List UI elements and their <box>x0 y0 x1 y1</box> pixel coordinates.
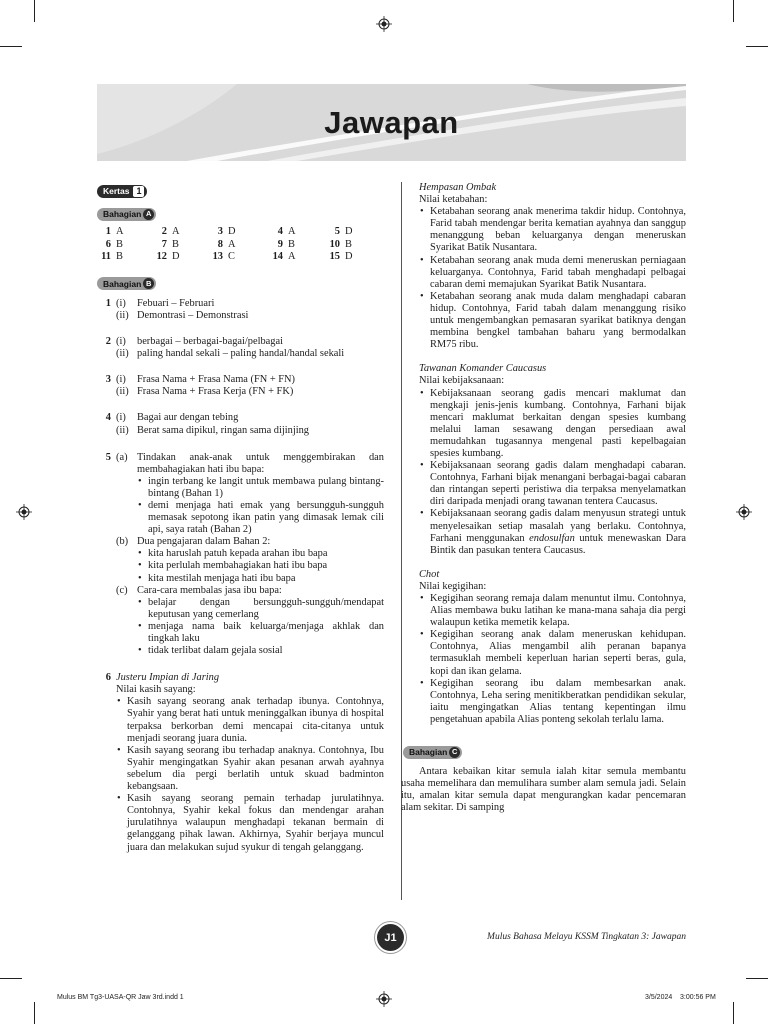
list-item: • ingin terbang ke langit untuk membawa pulang bintang-bintang (Bahan 1) <box>137 476 384 500</box>
sub-label: (a) <box>116 451 128 463</box>
mcq-question-number: 10 <box>329 238 340 250</box>
question-number: 2 <box>105 336 111 348</box>
answer-text: Frasa Nama + Frasa Nama (FN + FN) <box>137 374 296 386</box>
list-item: • tidak terlibat dalam gejala sosial <box>137 645 384 657</box>
mcq-answer <box>97 239 153 251</box>
list-item: • Ketabahan seorang anak muda dalam menghadapi cabaran hidup. Contohnya, Farid tabah dalam menanggung risiko untuk mengembangkan pemasaran syarikat batiknya dengan membina bengkel tambahan baharu yang bermodalkan RM75 ribu. <box>419 291 686 351</box>
mcq-answer <box>326 251 376 263</box>
sub-label: (ii) <box>116 424 129 436</box>
mcq-answer-letter: A <box>116 226 124 238</box>
list-item: • Kasih sayang seorang pemain terhadap jurulatihnya. Contohnya, Syahir kekal fokus dan mendengar arahan jurulatihnya walaupun menghadapi tekanan bermain di gelanggang pihak lawan. Akhirnya, Syahir berjaya muncul juara dan melakukan sujud syukur di tengah gelanggang. <box>116 793 384 853</box>
crop-mark <box>733 0 734 22</box>
list-item: • Ketabahan seorang anak menerima takdir hidup. Contohnya, Farid tabah mendengar berita kematian ayahnya dan sanggup menanggung beban keluarganya dengan meneruskan Syarikat Batik Nusantara. <box>419 206 686 254</box>
question-2 <box>97 336 384 360</box>
mcq-answer <box>326 239 376 251</box>
mcq-answer <box>269 251 326 263</box>
mcq-answer-letter: B <box>116 250 123 262</box>
question-3 <box>97 374 384 398</box>
mcq-answer-letter: B <box>172 238 179 250</box>
answer-text: Berat sama dipikul, ringan sama dijinjing <box>137 424 309 436</box>
sub-label: (i) <box>116 374 126 386</box>
mcq-question-number: 7 <box>161 238 167 250</box>
kertas-tag <box>97 185 384 199</box>
crop-mark <box>34 1002 35 1024</box>
section-title: Tawanan Komander Caucasus <box>419 363 547 375</box>
mcq-answer-letter: C <box>228 250 235 262</box>
mcq-answer-letter: D <box>345 250 353 262</box>
registration-mark-icon <box>376 991 392 1007</box>
mcq-answer <box>269 239 326 251</box>
kertas-number: 1 <box>133 186 144 197</box>
mcq-answer-letter: B <box>288 238 295 250</box>
question-number: 5 <box>105 451 111 463</box>
sub-label: (ii) <box>116 348 129 360</box>
page-number-badge: J1 <box>377 924 404 951</box>
mcq-answer <box>97 251 153 263</box>
mcq-answer-letter: D <box>345 226 353 238</box>
title-banner <box>97 84 686 161</box>
registration-mark-icon <box>376 16 392 32</box>
answer-text: Frasa Nama + Frasa Kerja (FN + FK) <box>137 386 294 398</box>
list-item: • demi menjaga hati emak yang bersungguh-sungguh memasak sepotong ikan patin yang dimasak lemak cili api, saya ratah (Bahan 2) <box>137 500 384 536</box>
crop-mark <box>746 46 768 47</box>
sub-label: (i) <box>116 336 126 348</box>
bahagian-c-label: Bahagian <box>409 747 448 758</box>
section-chot <box>419 569 686 726</box>
crop-mark <box>34 0 35 22</box>
list-item: • Kebijaksanaan seorang gadis dalam menghadapi cabaran. Contohnya, Farhani bijak menangani berbagai-bagai cabaran dan rintangan seperti peristiwa dia terpaksa menyelamatkan diri daripada menjadi orang tawanan tentera Caucasus. <box>419 460 686 508</box>
question-number: 6 <box>105 672 111 684</box>
mcq-question-number: 9 <box>277 238 283 250</box>
crop-mark <box>0 978 22 979</box>
mcq-answer <box>269 226 326 238</box>
answer-text: Nilai kebijaksanaan: <box>419 375 505 387</box>
section-title: Justeru Impian di Jaring <box>116 672 220 684</box>
bahagian-a-label: Bahagian <box>103 209 142 219</box>
question-6 <box>97 672 384 853</box>
mcq-answer <box>209 226 269 238</box>
mcq-answer <box>97 226 153 238</box>
answer-text: Demontrasi – Demonstrasi <box>137 309 249 321</box>
answer-text: Febuari – Februari <box>137 297 215 309</box>
mcq-answer <box>326 226 376 238</box>
list-item-text: Kebijaksanaan seorang gadis dalam menyusun strategi untuk menyelesaikan setiap masalah yang berlaku. Contohnya, Farhani menggunakan <box>430 508 686 544</box>
crop-mark <box>733 1002 734 1024</box>
answer-text: paling handal sekali – paling handal/handal sekali <box>137 348 345 360</box>
bahagian-b-answers <box>97 298 384 854</box>
bahagian-b-tag <box>97 277 384 291</box>
section-title: Hempasan Ombak <box>419 182 497 193</box>
registration-mark-icon <box>16 504 32 520</box>
sub-label: (b) <box>116 536 129 548</box>
question-4 <box>97 412 384 436</box>
section-tawanan-komander-caucasus <box>419 363 686 557</box>
bahagian-a-tag <box>97 208 384 222</box>
bahagian-c-tag <box>403 746 686 760</box>
list-item: • Kasih sayang seorang ibu terhadap anaknya. Contohnya, Ibu Syahir mengingatkan Syahir akan pesanan arwah ayahnya sebelum dia pergi berlatih untuk skuad badminton kebangsaan. <box>116 745 384 793</box>
mcq-answer-letter: A <box>288 226 296 238</box>
page-title: Jawapan <box>324 104 459 140</box>
mcq-answer-letter: A <box>228 238 236 250</box>
slug-filename: Mulus BM Tg3-UASA-QR Jaw 3rd.indd 1 <box>57 994 184 1001</box>
list-item <box>419 508 686 556</box>
mcq-question-number: 6 <box>105 238 111 250</box>
mcq-answer <box>153 239 209 251</box>
slug-time: 3:00:56 PM <box>680 994 716 1001</box>
list-item: • Kasih sayang seorang anak terhadap ibunya. Contohnya, Syahir yang berat hati untuk meninggalkan ibunya di hospital terpaksa berkorban demi mencapai cita-citanya untuk menjadi seorang juara dunia. <box>116 696 384 744</box>
answer-text: Bagai aur dengan tebing <box>137 412 239 424</box>
mcq-question-number: 11 <box>101 250 111 262</box>
mcq-answer-letter: B <box>116 238 123 250</box>
sub-label: (i) <box>116 412 126 424</box>
bahagian-a-letter: A <box>143 209 154 220</box>
list-item: • kita mestilah menjaga hati ibu bapa <box>137 573 384 585</box>
list-item: • menjaga nama baik keluarga/menjaga akhlak dan tingkah laku <box>137 621 384 645</box>
mcq-question-number: 8 <box>217 238 223 250</box>
registration-mark-icon <box>736 504 752 520</box>
mcq-answer-grid <box>97 226 384 263</box>
bahagian-b-letter: B <box>143 278 154 289</box>
essay-paragraph: Antara kebaikan kitar semula ialah kitar semula membantu usaha memelihara dan memulihara sumber alam semula jadi. Selain itu, amalan kitar semula dapat mengurangkan kadar pencemaran alam sekitar. Di samping <box>401 765 686 813</box>
crop-mark <box>746 978 768 979</box>
crop-mark <box>0 46 22 47</box>
answer-text: Cara-cara membalas jasa ibu bapa: <box>137 584 282 596</box>
mcq-answer-letter: B <box>345 238 352 250</box>
list-item: • belajar dengan bersungguh-sungguh/mendapat keputusan yang cemerlang <box>137 597 384 621</box>
bahagian-b-label: Bahagian <box>103 278 142 289</box>
list-item: • Kegigihan seorang anak dalam meneruskan kehidupan. Contohnya, Alias mengambil alih peranan bapanya termasuklah membeli keperluan harian seperti beras, gula, kopi dan ikan gelama. <box>419 629 686 677</box>
sub-label: (ii) <box>116 309 129 321</box>
question-number: 3 <box>105 374 111 386</box>
list-item: • Ketabahan seorang anak muda demi meneruskan perniagaan keluarganya. Contohnya, Farid tabah menghadapi pelbagai cabaran demi memajukan Syarikat Batik Nusantara. <box>419 255 686 291</box>
list-item-text: untuk menewaskan Dara Bintik dan pasukan tentera Caucasus. <box>430 532 686 556</box>
answer-text: Nilai kegigihan: <box>419 580 487 592</box>
mcq-question-number: 5 <box>334 226 340 238</box>
answer-text: Nilai ketabahan: <box>419 194 488 206</box>
question-number: 1 <box>105 297 111 309</box>
section-hempasan-ombak <box>419 182 686 351</box>
bahagian-c-letter: C <box>449 747 460 758</box>
mcq-answer <box>209 251 269 263</box>
sub-label: (c) <box>116 584 128 596</box>
question-number: 4 <box>105 412 111 424</box>
mcq-question-number: 1 <box>105 226 111 238</box>
slug-date: 3/5/2024 <box>645 994 673 1001</box>
mcq-answer-letter: A <box>288 250 296 262</box>
list-item: • Kegigihan seorang remaja dalam menuntut ilmu. Contohnya, Alias membawa buku latihan ke mana-mana sahaja dia pergi walaupun ketika memetik kelapa. <box>419 593 686 629</box>
mcq-question-number: 15 <box>329 250 340 262</box>
mcq-answer-letter: D <box>172 250 180 262</box>
list-item: • Kegigihan seorang ibu dalam membesarkan anak. Contohnya, Leha sering menitikberatkan pendidikan sekular, iaitu mengingatkan Alias tentang kepentingan ilmu pengetahuan apabila Alias ponteng sekolah terlalu lama. <box>419 678 686 726</box>
mcq-question-number: 4 <box>277 226 283 238</box>
list-item: • kita perlulah membahagiakan hati ibu bapa <box>137 560 384 572</box>
mcq-question-number: 13 <box>212 250 223 262</box>
answer-text: berbagai – berbagai-bagai/pelbagai <box>137 336 283 348</box>
list-item: • Kebijaksanaan seorang gadis mencari maklumat dan mengkaji jenis-jenis kumbang. Contohnya, Farhani bijak mencari maklumat berkaitan dengan spesies kumbang melalui laman sesawang dengan persediaan awal memudahkan tugasannya mengenal pasti kepelbagaian spesies kumbang. <box>419 388 686 461</box>
question-5 <box>97 452 384 658</box>
mcq-answer <box>153 251 209 263</box>
sub-label: (i) <box>116 297 126 309</box>
sub-label: (ii) <box>116 386 129 398</box>
mcq-question-number: 12 <box>156 250 167 262</box>
list-item: • kita haruslah patuh kepada arahan ibu bapa <box>137 548 384 560</box>
question-1 <box>97 298 384 322</box>
section-title: Chot <box>419 568 440 580</box>
mcq-answer-letter: D <box>228 226 236 238</box>
answer-text: Nilai kasih sayang: <box>116 684 196 696</box>
mcq-question-number: 3 <box>217 226 223 238</box>
right-column <box>401 182 686 814</box>
running-footer: Mulus Bahasa Melayu KSSM Tingkatan 3: Jawapan <box>487 932 686 942</box>
mcq-answer <box>209 239 269 251</box>
kertas-label: Kertas <box>103 186 130 197</box>
left-column <box>97 182 384 854</box>
mcq-answer-letter: A <box>172 226 180 238</box>
list-item-italic-term: endosulfan <box>529 532 575 544</box>
mcq-question-number: 2 <box>161 226 167 238</box>
mcq-question-number: 14 <box>272 250 283 262</box>
answer-text: Dua pengajaran dalam Bahan 2: <box>137 536 271 548</box>
answer-text: Tindakan anak-anak untuk menggembirakan dan membahagiakan hati ibu bapa: <box>137 451 384 475</box>
mcq-answer <box>153 226 209 238</box>
